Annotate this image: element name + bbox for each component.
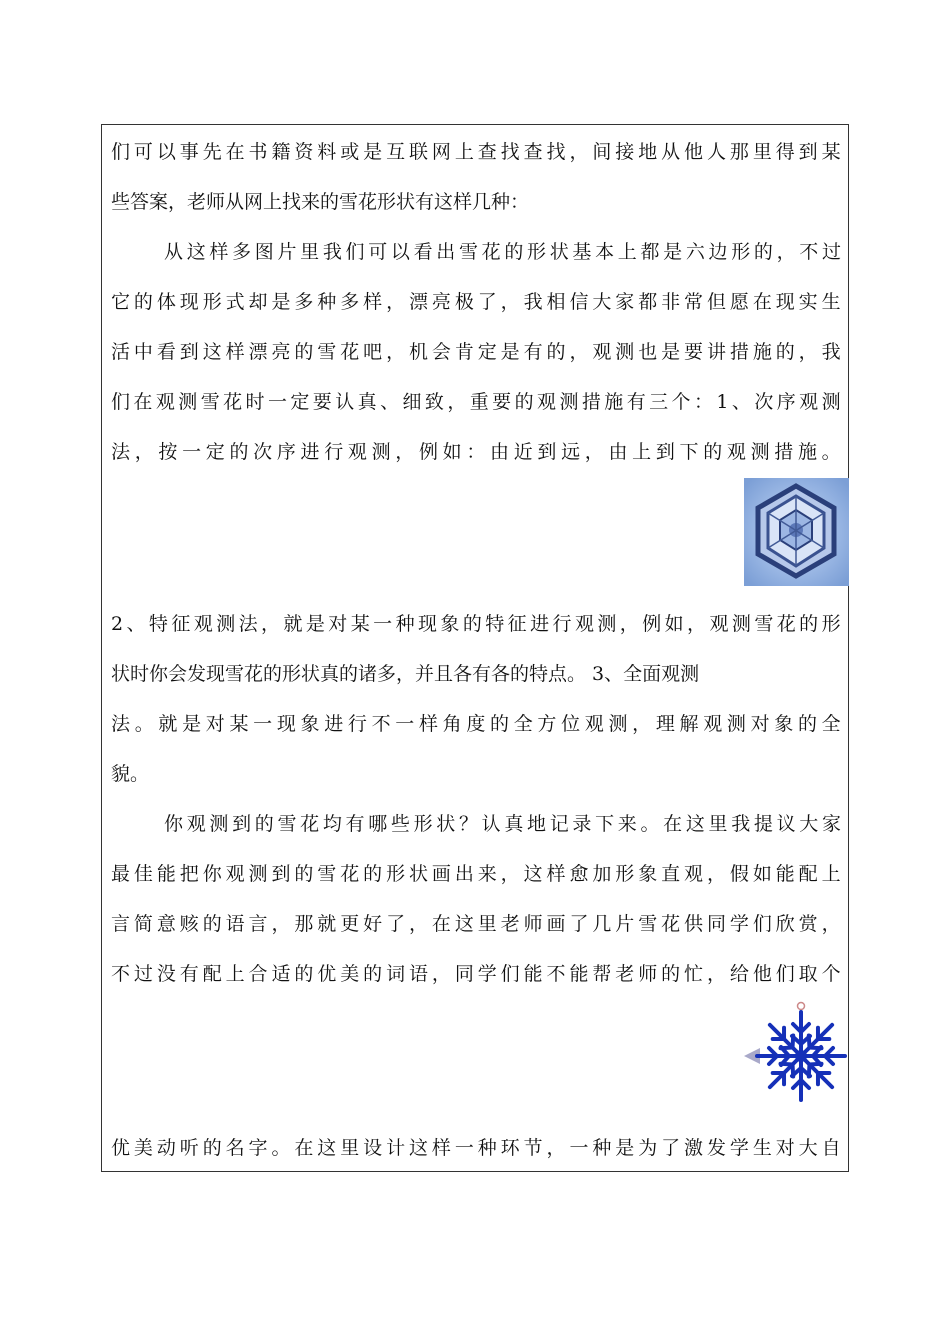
text-line: 状时你会发现雪花的形状真的诸多，并且各有各的特点。 3、全面观测 [111,663,700,685]
snowflake-drawing-icon [744,1000,849,1110]
paragraph-first-line: 你 观 测 到 的 雪 花 均 有 哪 些 形 状 ？ 认 真 地 记 录 下 来 。 在 这 里 我 提 议 大 家 [164,813,841,835]
snowflake-photo-icon [744,478,849,586]
text-line: 们 在 观 测 雪 花 时 一 定 要 认 真 、 细 致 ， 重 要 的 观 测 措 施 有 三 个 ： 1 、 次 序 观 测 [111,391,841,413]
text-line: 它 的 体 现 形 式 却 是 多 种 多 样 ， 漂 亮 极 了 ， 我 相 信 大 家 都 非 常 但 愿 在 现 实 生 [111,291,841,313]
text-line: 貌。 [111,763,150,785]
text-line: 法 。 就 是 对 某 一 现 象 进 行 不 一 样 角 度 的 全 方 位 观 测 ， 理 解 观 测 对 象 的 全 [111,713,841,735]
text-line: 些答案，老师从网上找来的雪花形状有这样几种： [111,191,530,213]
document-frame [101,124,849,1172]
paragraph-first-line: 从 这 样 多 图 片 里 我 们 可 以 看 出 雪 花 的 形 状 基 本 上 都 是 六 边 形 的 ， 不 过 [164,241,841,263]
text-line: 活 中 看 到 这 样 漂 亮 的 雪 花 吧 ， 机 会 肯 定 是 有 的 ， 观 测 也 是 要 讲 措 施 的 ， 我 [111,341,841,363]
text-line: 最 佳 能 把 你 观 测 到 的 雪 花 的 形 状 画 出 来 ， 这 样 愈 加 形 象 直 观 ， 假 如 能 配 上 [111,863,841,885]
text-line: 2 、 特 征 观 测 法 ， 就 是 对 某 一 种 现 象 的 特 征 进 行 观 测 ， 例 如 ， 观 测 雪 花 的 形 [111,613,841,635]
text-line: 们 可 以 事 先 在 书 籍 资 料 或 是 互 联 网 上 查 找 查 找 ， 间 接 地 从 他 人 那 里 得 到 某 [111,141,841,163]
text-line: 言 简 意 赅 的 语 言 ， 那 就 更 好 了 ， 在 这 里 老 师 画 了 几 片 雪 花 供 同 学 们 欣 赏 ， [111,913,841,935]
text-line: 优 美 动 听 的 名 字 。 在 这 里 设 计 这 样 一 种 环 节 ， 一 种 是 为 了 激 发 学 生 对 大 自 [111,1137,841,1159]
text-line: 不 过 没 有 配 上 合 适 的 优 美 的 词 语 ， 同 学 们 能 不 能 帮 老 师 的 忙 ， 给 他 们 取 个 [111,963,841,985]
text-line: 法 ， 按 一 定 的 次 序 进 行 观 测 ， 例 如 ： 由 近 到 远 ， 由 上 到 下 的 观 测 措 施 。 [111,441,841,463]
